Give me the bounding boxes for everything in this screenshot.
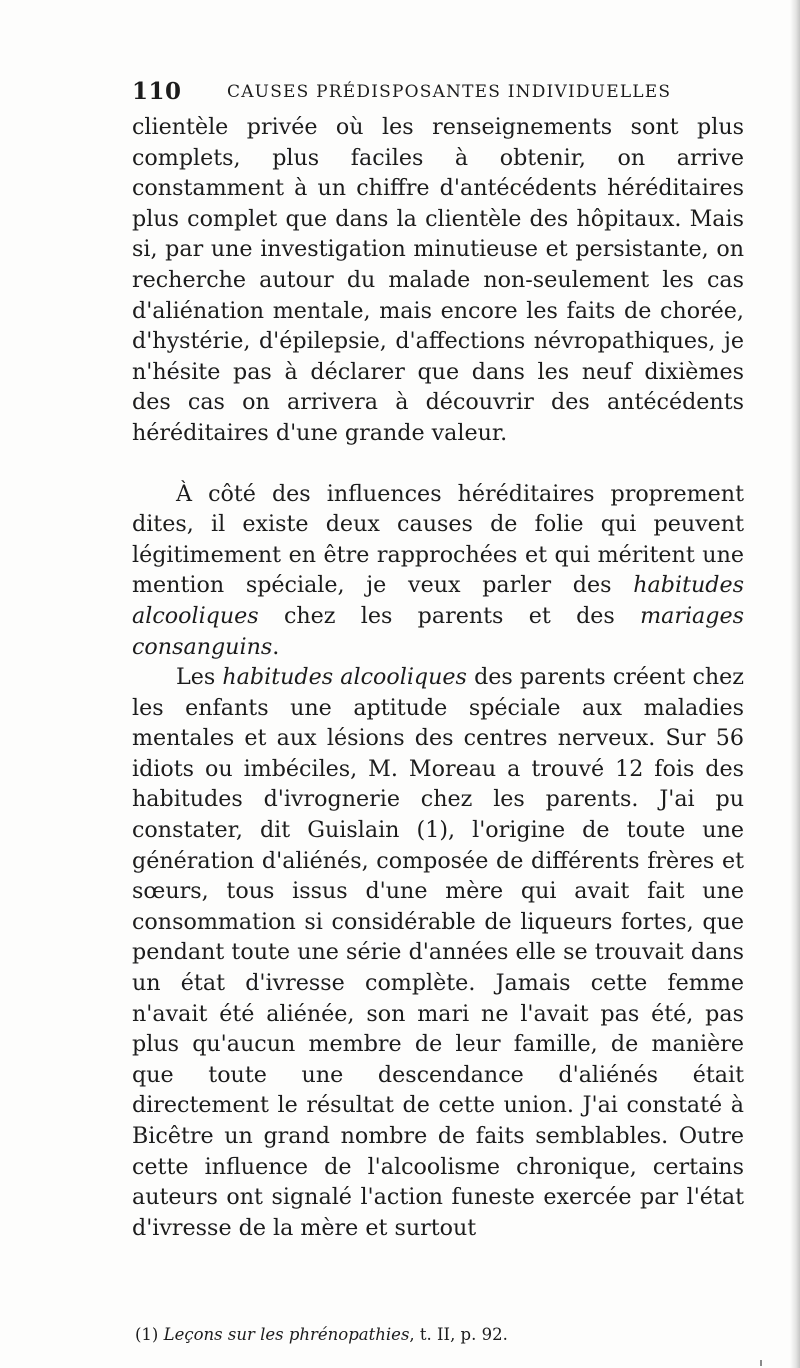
page-header: [132, 78, 744, 110]
text-run: chez les parents et des: [258, 602, 641, 629]
page-edge-shadow: [790, 0, 800, 1368]
running-head: CAUSES PRÉDISPOSANTES INDIVIDUELLES: [227, 82, 672, 102]
italic-term-consanguine: mariages consanguins: [132, 602, 744, 660]
text-run: des parents créent chez les enfants une aptitude spéciale aux maladies mentales et aux lésions des centres nerveux. Sur 56 idiots ou imbéciles, M. Moreau a trouvé 12 fois des habitudes d'ivrognerie chez les parents. J'ai pu constater, dit Guislain (1), l'origine de toute une génération d'aliénés, composée de différents frères et sœurs, tous issus d'une mère qui avait fait une consommation si considérable de liqueurs fortes, que pendant toute une série d'années elle se trouvait dans un état d'ivresse complète. Jamais cette femme n'avait été aliénée, son mari ne l'avait pas été, pas plus qu'aucun membre de leur famille, de manière que toute une descendance d'aliénés était directement le résultat de cette union. J'ai constaté à Bicêtre un grand nombre de faits semblables. Outre cette influence de l'alcoolisme chronique, certains auteurs ont signalé l'action funeste exercée par l'état d'ivresse de la mère et surtout: [132, 664, 744, 1241]
text-run: À côté des influences héréditaires proprement dites, il existe deux causes de folie qui peuvent légitimement en être rapprochées et qui méritent une mention spéciale, je veux parler des: [132, 480, 744, 599]
text-run: Les: [176, 664, 223, 691]
paragraph-alcohol: [132, 662, 744, 1243]
italic-term-alcohol: habitudes alcooliques: [222, 664, 467, 691]
paragraph-continuation: clientèle privée où les renseignements sont plus complets, plus faciles à obtenir, on arrive constamment à un chiffre d'antécédents héréditaires plus complet que dans la clientèle des hôpitaux. Mais si, par une investigation minutieuse et persistante, on recherche autour du malade non-seulement les cas d'aliénation mentale, mais encore les faits de chorée, d'hystérie, d'épilepsie, d'affections névropathiques, je n'hésite pas à déclarer que dans les neuf dixièmes des cas on arrivera à découvrir des antécédents héréditaires d'une grande valeur.: [132, 114, 744, 446]
scan-mark: [760, 1360, 762, 1366]
footnote: [135, 1324, 745, 1346]
text-run: .: [272, 633, 280, 660]
body-text: [132, 112, 744, 1243]
footnote-title: Leçons sur les phrénopathies: [163, 1325, 410, 1344]
footnote-mark: (1): [135, 1325, 164, 1344]
paragraph-causes: [132, 479, 744, 663]
italic-term-alcohol: habitudes alcooliques: [132, 572, 744, 629]
page-number: 110: [132, 78, 182, 105]
footnote-reference: , t. II, p. 92.: [409, 1325, 508, 1344]
